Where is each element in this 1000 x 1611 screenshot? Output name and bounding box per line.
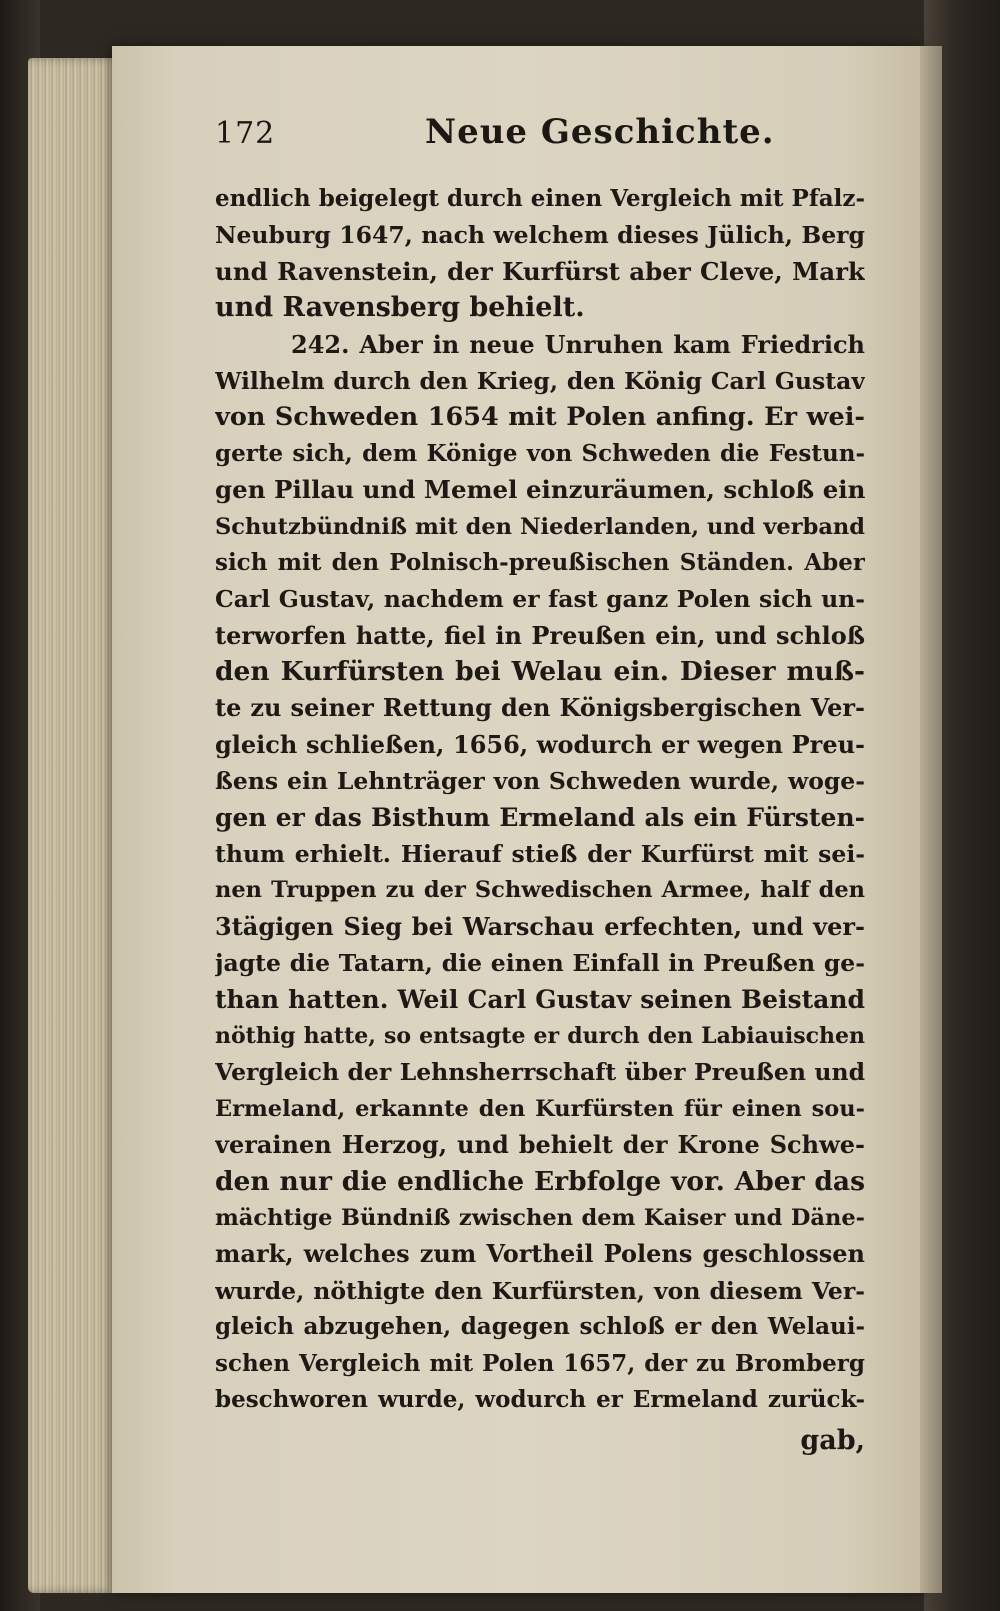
page-number: 172 (215, 116, 276, 151)
text-line: den nur die endliche Erbfolge vor. Aber das (215, 1165, 865, 1197)
text-line: Ermeland, erkannte den Kurfürsten für einen sou- (215, 1095, 865, 1122)
page-right-edge (920, 46, 942, 1593)
text-line: Vergleich der Lehnsherrschaft über Preußen und (215, 1058, 865, 1087)
text-line: mark, welches zum Vortheil Polens geschlossen (215, 1239, 865, 1269)
text-line: Neuburg 1647, nach welchem dieses Jülich, Berg (215, 221, 865, 250)
text-line: und Ravensberg behielt. (215, 292, 585, 324)
text-line: gen Pillau und Memel einzuräumen, schloß ein (215, 475, 865, 505)
text-line: 3tägigen Sieg bei Warschau erfechten, und ver- (215, 911, 865, 941)
text-line: gleich schließen, 1656, wodurch er wegen Preu- (215, 729, 865, 759)
text-line: jagte die Tatarn, die einen Einfall in Preußen ge- (215, 949, 865, 978)
text-line: te zu seiner Rettung den Königsbergischen Ver- (215, 693, 865, 723)
page-edges (28, 58, 120, 1593)
text-line: than hatten. Weil Carl Gustav seinen Beistand (215, 984, 865, 1014)
text-line: wurde, nöthigte den Kurfürsten, von diesem Ver- (215, 1276, 865, 1305)
text-line: thum erhielt. Hierauf stieß der Kurfürst mit sei- (215, 840, 865, 869)
text-line: ßens ein Lehnträger von Schweden wurde, woge- (215, 767, 865, 796)
text-line: nen Truppen zu der Schwedischen Armee, half den (215, 877, 865, 904)
text-line: gen er das Bisthum Ermeland als ein Fürsten- (215, 802, 865, 832)
page-header (215, 112, 865, 162)
text-line: mächtige Bündniß zwischen dem Kaiser und Däne- (215, 1204, 865, 1231)
text-line: gleich abzugehen, dagegen schloß er den Welaui- (215, 1313, 865, 1341)
text-line: sich mit den Polnisch-preußischen Ständen. Aber (215, 548, 865, 576)
text-line: von Schweden 1654 mit Polen anfing. Er wei- (215, 402, 865, 433)
running-head: Neue Geschichte. (425, 112, 775, 152)
text-line: terworfen hatte, fiel in Preußen ein, und schloß (215, 620, 865, 650)
text-line: Wilhelm durch den Krieg, den König Carl Gustav (215, 366, 865, 395)
text-line: den Kurfürsten bei Welau ein. Dieser muß- (215, 656, 865, 688)
text-line: Schutzbündniß mit den Niederlanden, und verband (215, 513, 865, 540)
text-line: verainen Herzog, und behielt der Krone Schwe- (215, 1130, 865, 1160)
catchword: gab, (800, 1425, 865, 1456)
text-line: schen Vergleich mit Polen 1657, der zu Bromberg (215, 1349, 865, 1377)
text-line: endlich beigelegt durch einen Vergleich mit Pfalz- (215, 185, 865, 212)
text-line: 242. Aber in neue Unruhen kam Friedrich (291, 329, 865, 359)
text-line: und Ravenstein, der Kurfürst aber Cleve, Mark (215, 256, 865, 286)
text-line: Carl Gustav, nachdem er fast ganz Polen sich un- (215, 585, 865, 614)
body-text (215, 181, 865, 1418)
text-line: nöthig hatte, so entsagte er durch den Labiauischen (215, 1022, 865, 1049)
text-line: gerte sich, dem Könige von Schweden die Festun- (215, 439, 865, 467)
text-line: beschworen wurde, wodurch er Ermeland zurück- (215, 1385, 865, 1413)
